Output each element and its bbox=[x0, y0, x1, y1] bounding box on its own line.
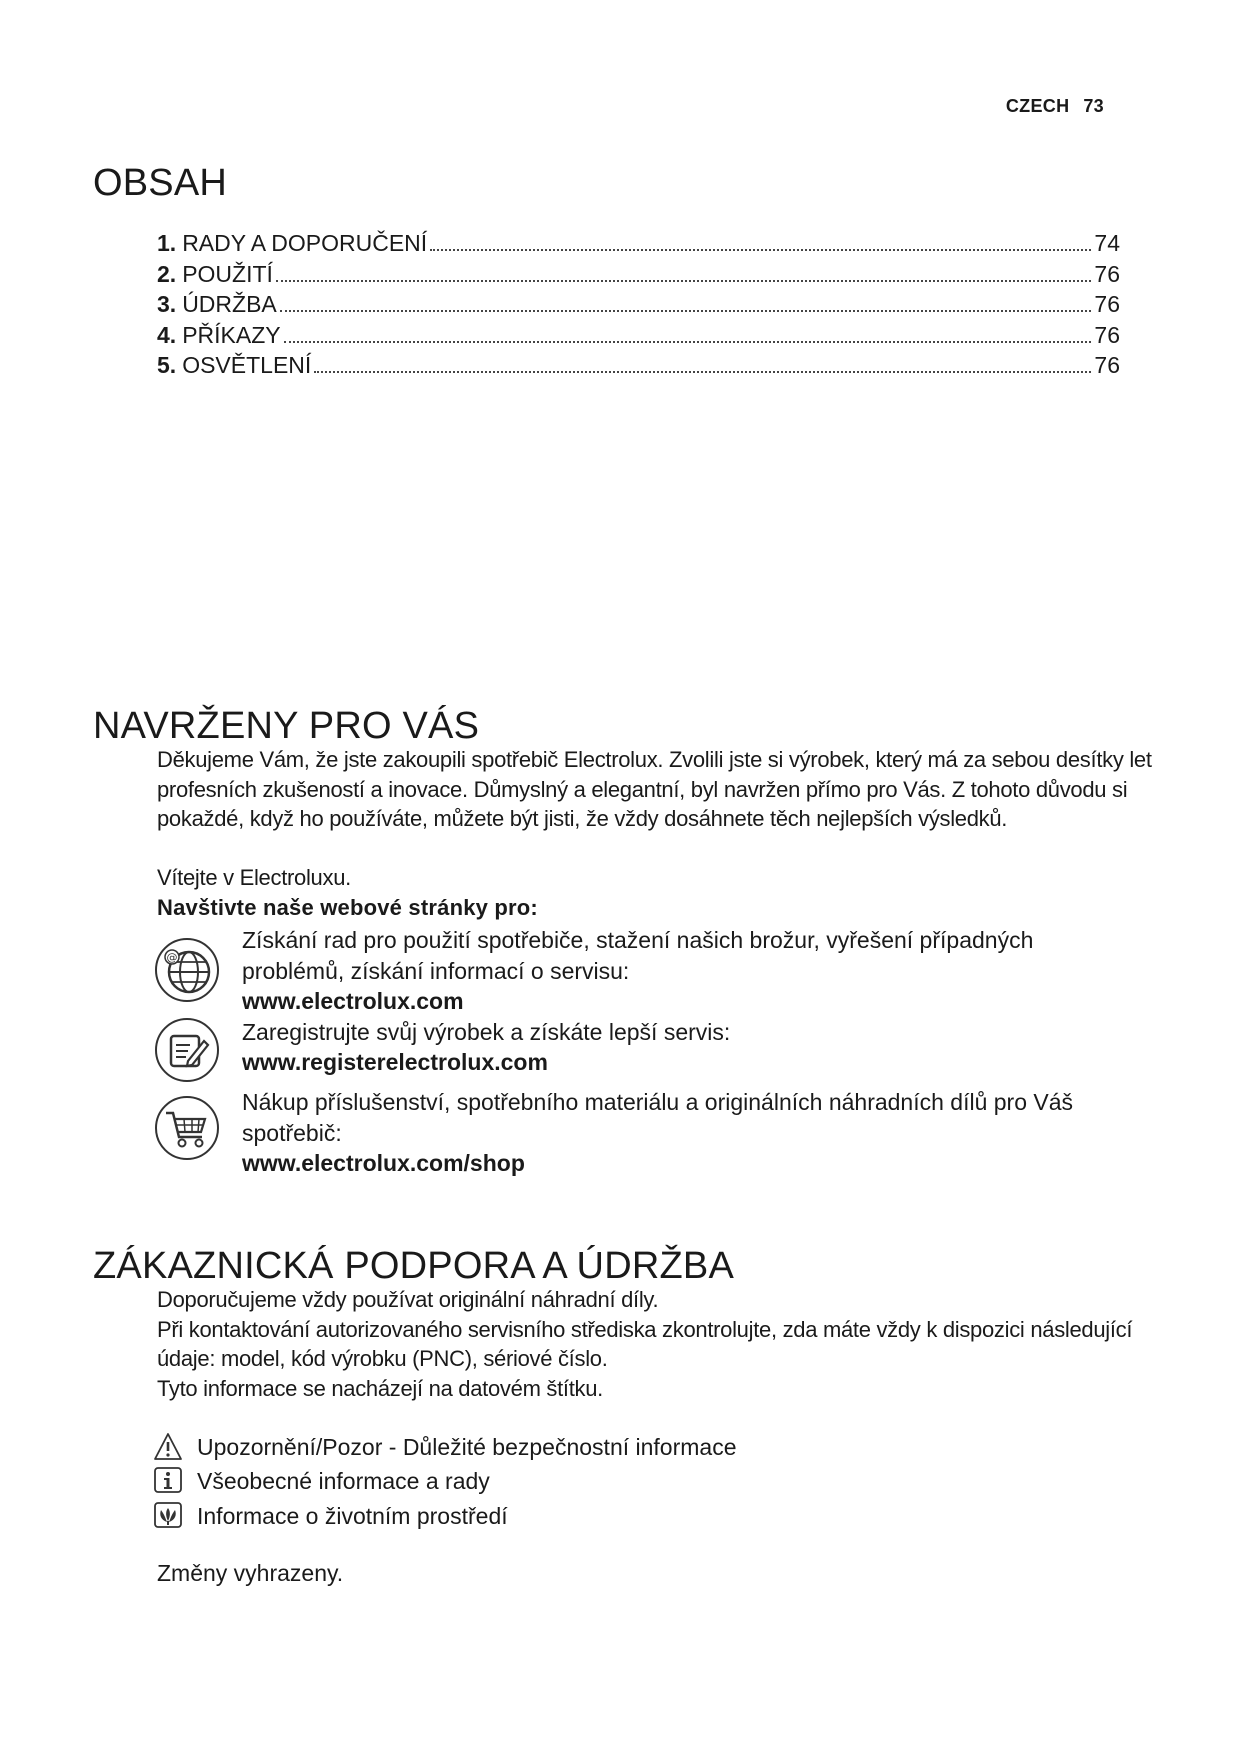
toc-item-number: 3. bbox=[157, 291, 177, 317]
toc-item-label: PŘÍKAZY bbox=[182, 321, 281, 348]
toc-item-label: RADY A DOPORUČENÍ bbox=[182, 230, 428, 256]
register-icon bbox=[154, 1017, 220, 1083]
symbol-label: Všeobecné informace a rady bbox=[197, 1468, 490, 1494]
design-paragraph: Děkujeme Vám, že jste zakoupili spotřebič Electrolux. Zvolili jste si výrobek, který má za sebou desítky let profesních zkušeností a inovace. Důmyslný a elegantní, byl navržen přímo pro Vás. Z tohoto důvodu si pokaždé, když ho používáte, můžete být jisti, že vždy dosáhnete těch nejlepších výsledků. bbox=[157, 747, 1152, 831]
support-line: Tyto informace se nacházejí na datovém štítku. bbox=[157, 1375, 603, 1401]
toc-item[interactable] bbox=[157, 352, 1120, 383]
toc-leader-dots bbox=[314, 371, 1091, 373]
toc-item-number: 5. bbox=[157, 352, 177, 378]
web-link-description: Získání rad pro použití spotřebiče, stažení našich brožur, vyřešení případných problémů, získání informací o servisu: bbox=[242, 927, 1034, 984]
toc-leader-dots bbox=[276, 280, 1091, 282]
web-link-description: Nákup příslušenství, spotřebního materiálu a originálních náhradních dílů pro Váš spotřebič: bbox=[242, 1089, 1074, 1146]
web-link-url[interactable]: www.electrolux.com bbox=[242, 988, 464, 1014]
toc-item-page: 76 bbox=[1094, 321, 1120, 348]
toc-leader-dots bbox=[430, 249, 1091, 251]
warning-icon bbox=[153, 1432, 183, 1462]
cart-icon bbox=[154, 1095, 220, 1161]
toc-item[interactable] bbox=[157, 322, 1120, 353]
page-header bbox=[1006, 96, 1104, 117]
support-line: Při kontaktování autorizovaného servisního střediska zkontrolujte, zda máte vždy k dispozici následující údaje: model, kód výrobku (PNC), sériové číslo. bbox=[157, 1316, 1133, 1371]
support-line: Doporučujeme vždy používat originální náhradní díly. bbox=[157, 1287, 659, 1312]
toc-leader-dots bbox=[284, 341, 1092, 343]
support-title: ZÁKAZNICKÁ PODPORA A ÚDRŽBA bbox=[93, 1245, 734, 1287]
symbol-label: Upozornění/Pozor - Důležité bezpečnostní informace bbox=[197, 1434, 737, 1460]
welcome-text: Vítejte v Electroluxu. bbox=[157, 865, 351, 890]
toc-item[interactable] bbox=[157, 261, 1120, 292]
toc-item-label: ÚDRŽBA bbox=[182, 291, 277, 317]
design-title: NAVRŽENY PRO VÁS bbox=[93, 705, 480, 747]
toc-item-number: 2. bbox=[157, 260, 177, 287]
info-icon bbox=[153, 1466, 183, 1496]
toc-item-page: 76 bbox=[1094, 260, 1120, 287]
toc-title: OBSAH bbox=[93, 162, 228, 204]
symbol-label: Informace o životním prostředí bbox=[197, 1503, 508, 1529]
web-link-url[interactable]: www.registerelectrolux.com bbox=[242, 1049, 548, 1075]
environment-icon bbox=[153, 1501, 183, 1531]
svg-text:@: @ bbox=[166, 951, 178, 964]
header-language: CZECH bbox=[1005, 96, 1070, 116]
toc-item-page: 76 bbox=[1094, 352, 1120, 378]
toc-item[interactable] bbox=[157, 291, 1120, 322]
web-link-url[interactable]: www.electrolux.com/shop bbox=[242, 1150, 525, 1176]
toc-item-page: 76 bbox=[1094, 291, 1120, 317]
support-paragraph bbox=[157, 1285, 1157, 1403]
web-link-description: Zaregistrujte svůj výrobek a získáte lepší servis: bbox=[242, 1019, 731, 1045]
changes-reserved-note: Změny vyhrazeny. bbox=[157, 1560, 344, 1586]
toc-item-page: 74 bbox=[1094, 230, 1120, 256]
toc-leader-dots bbox=[280, 310, 1092, 312]
toc-item-label: OSVĚTLENÍ bbox=[182, 352, 312, 378]
globe-icon bbox=[154, 937, 220, 1003]
toc-item-number: 4. bbox=[157, 321, 177, 348]
toc-item-number: 1. bbox=[157, 230, 177, 256]
toc-item-label: POUŽITÍ bbox=[182, 260, 273, 287]
visit-heading: Navštivte naše webové stránky pro: bbox=[157, 895, 538, 920]
toc-item[interactable] bbox=[157, 230, 1120, 261]
header-page-number: 73 bbox=[1083, 96, 1104, 116]
table-of-contents bbox=[157, 230, 1120, 383]
